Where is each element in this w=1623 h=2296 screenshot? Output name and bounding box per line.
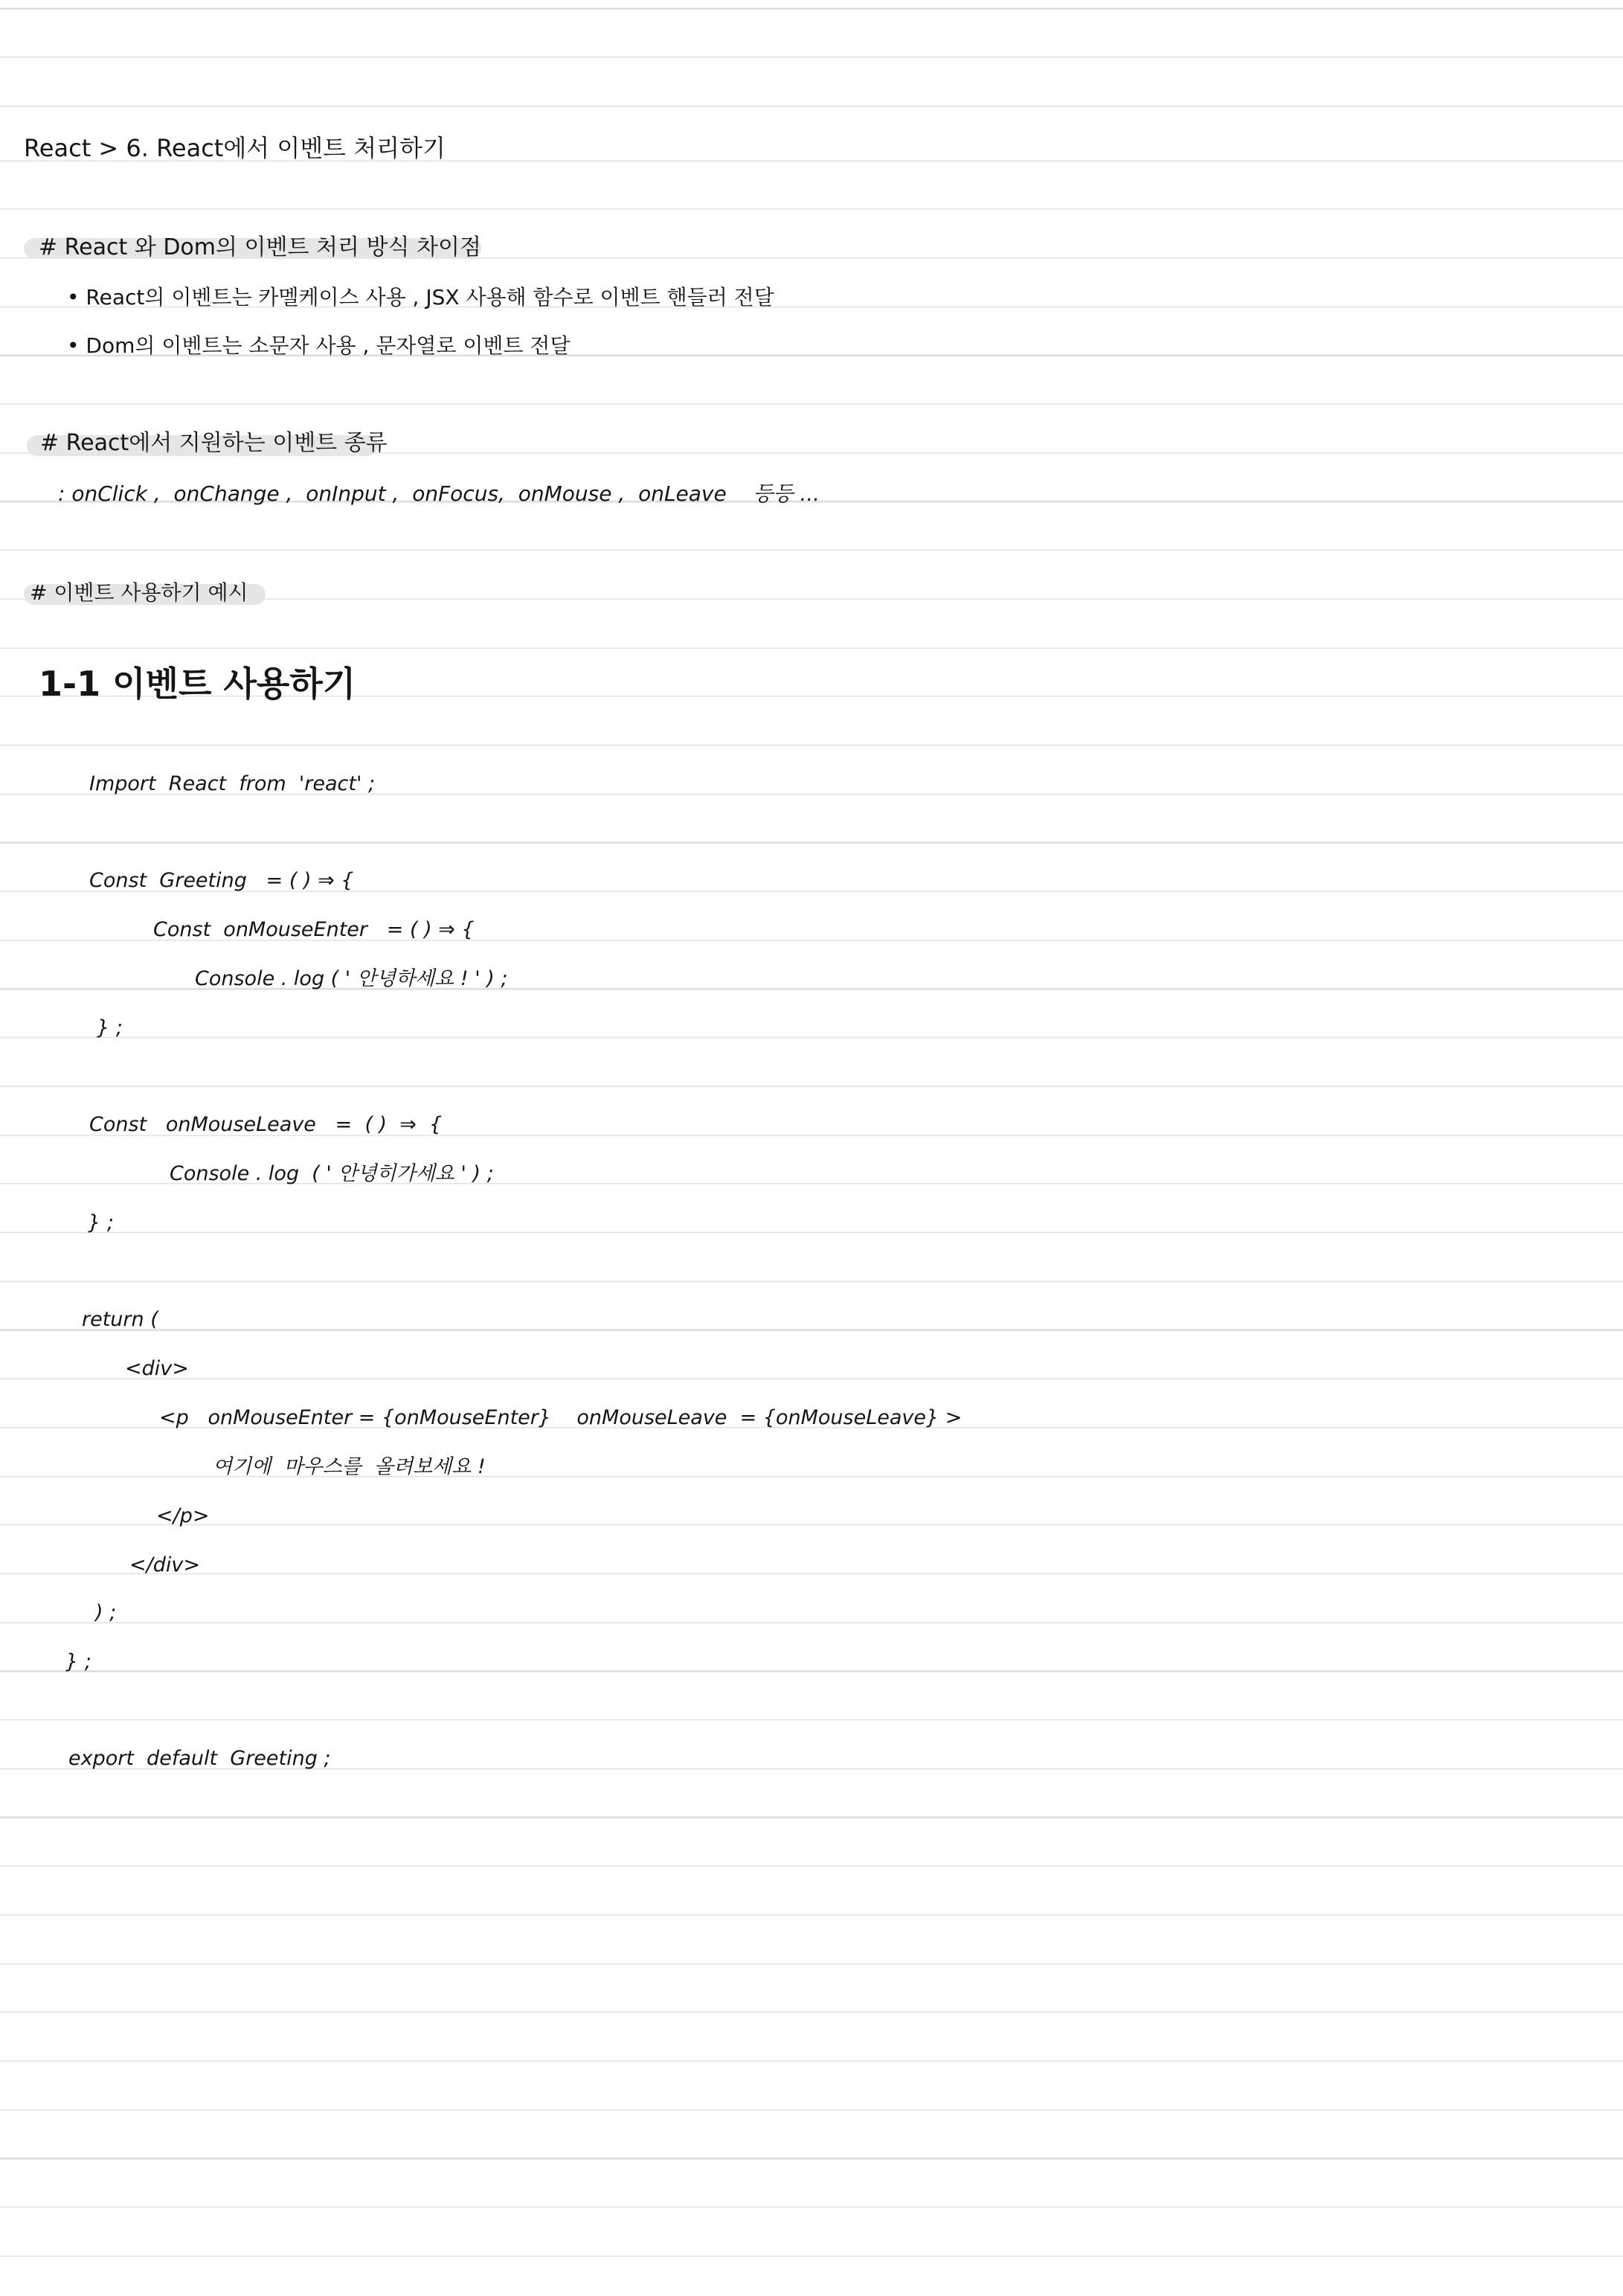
code-line: Const onMouseLeave = ( ) ⇒ { xyxy=(89,1113,443,1136)
section-heading-example: # 이벤트 사용하기 예시 xyxy=(30,580,248,605)
code-line: Const Greeting = ( ) ⇒ { xyxy=(89,869,354,892)
code-line: Import React from 'react' ; xyxy=(89,772,376,795)
code-line: Const onMouseEnter = ( ) ⇒ { xyxy=(153,918,475,941)
section-heading-dom-differences: # React 와 Dom의 이벤트 처리 방식 차이점 xyxy=(39,234,481,260)
breadcrumb: React > 6. React에서 이벤트 처리하기 xyxy=(24,134,446,162)
code-line: } ; xyxy=(65,1650,91,1673)
bullet-react-events: • React의 이벤트는 카멜케이스 사용 , JSX 사용해 함수로 이벤트 핸들러 전달 xyxy=(67,285,774,310)
code-line: <div> xyxy=(125,1357,189,1380)
code-line: ) ; xyxy=(95,1601,117,1624)
section-heading-supported-events: # React에서 지원하는 이벤트 종류 xyxy=(40,430,388,456)
code-line: Console . log ( ' 안녕히가세요 ' ) ; xyxy=(170,1162,494,1185)
code-line: 여기에 마우스를 올려보세요 ! xyxy=(213,1455,486,1478)
code-line: </div> xyxy=(129,1553,200,1577)
supported-events-list: : onClick , onChange , onInput , onFocus, onMouse , onLeave 등등 ... xyxy=(58,481,820,506)
code-line: <p onMouseEnter = {onMouseEnter} onMouseLeave = {onMouseLeave} > xyxy=(159,1406,962,1429)
code-line: } ; xyxy=(97,1016,123,1039)
code-line: return ( xyxy=(82,1308,158,1331)
example-title: 1-1 이벤트 사용하기 xyxy=(39,664,356,704)
code-line: } ; xyxy=(88,1211,114,1234)
code-line: </p> xyxy=(156,1504,210,1527)
code-line: export default Greeting ; xyxy=(68,1747,331,1770)
bullet-dom-events: • Dom의 이벤트는 소문자 사용 , 문자열로 이벤트 전달 xyxy=(67,333,571,358)
code-line: Console . log ( ' 안녕하세요 ! ' ) ; xyxy=(195,967,508,990)
